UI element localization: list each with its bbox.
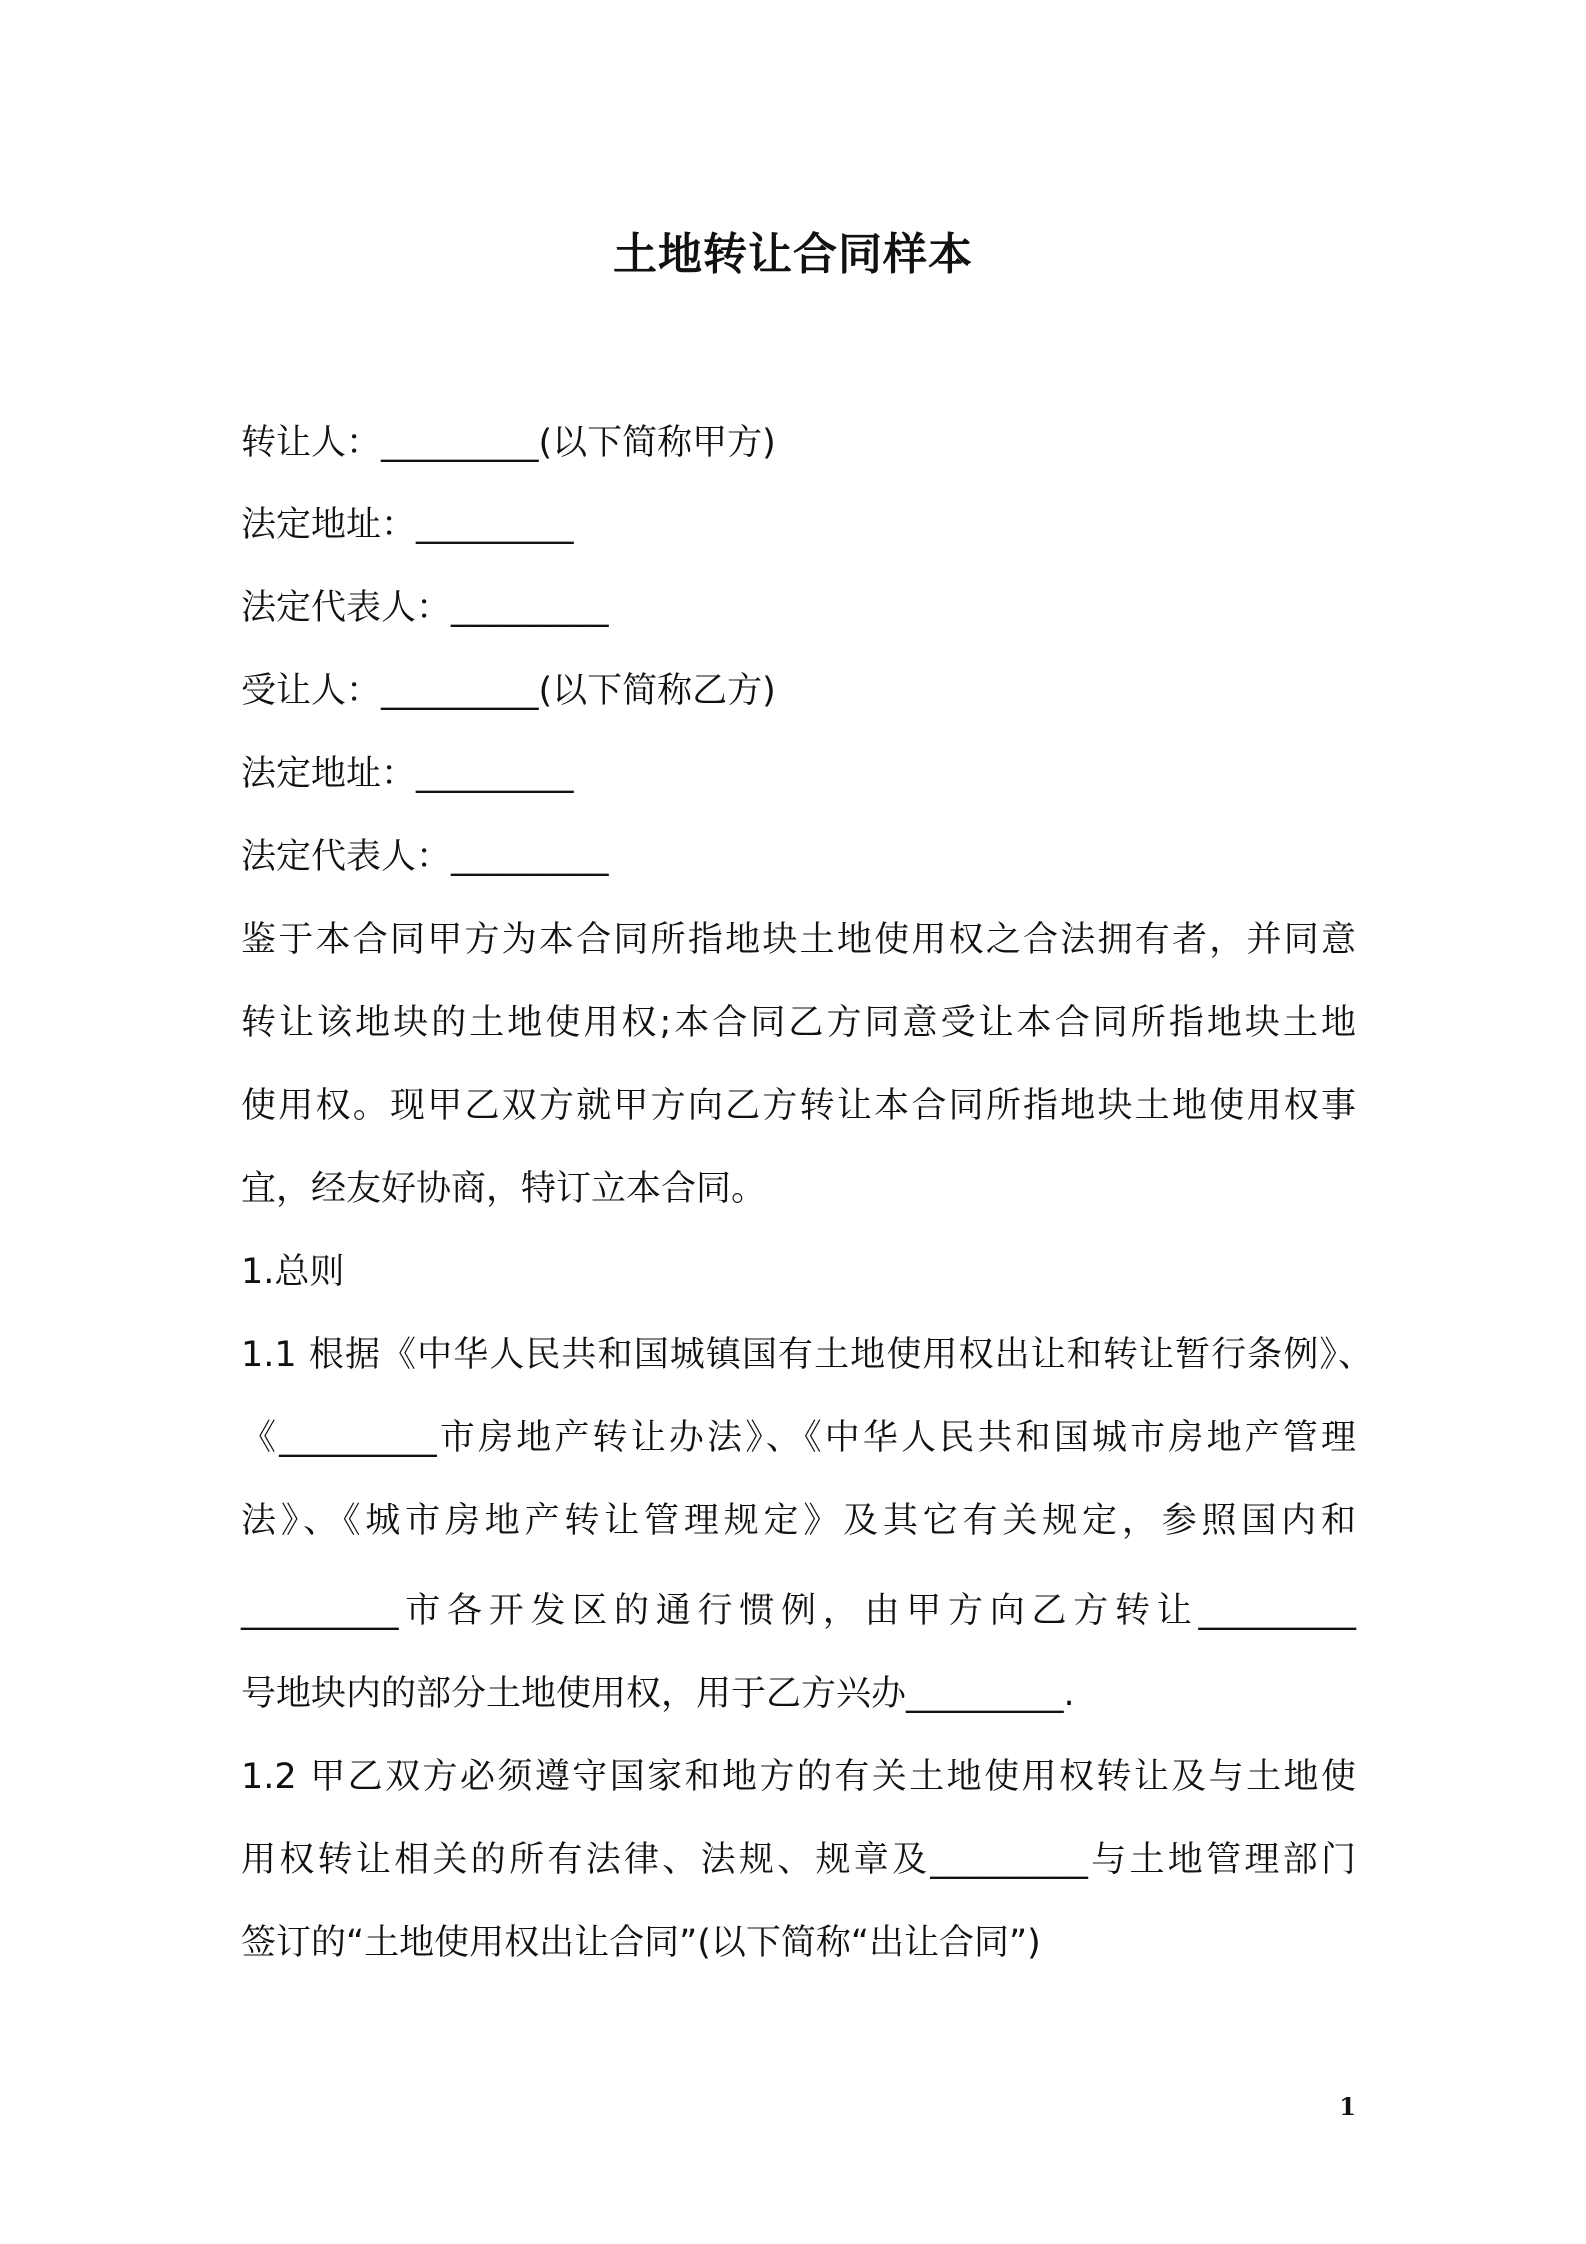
- section-heading-general: 1.总则: [241, 1252, 345, 1292]
- clause-1-1-line-2: 《_________市房地产转让办法》、《中华人民共和国城市房地产管理: [241, 1418, 1356, 1458]
- preamble-line-3: 使用权。现甲乙双方就甲方向乙方转让本合同所指地块土地使用权事: [241, 1086, 1356, 1126]
- transferor-line: 转让人：_________(以下简称甲方): [241, 423, 776, 463]
- clause-1-2-line-1: 1.2 甲乙双方必须遵守国家和地方的有关土地使用权转让及与土地使: [241, 1757, 1356, 1797]
- page-number: 1: [1339, 2092, 1356, 2121]
- clause-1-2-line-2: 用权转让相关的所有法律、法规、规章及_________与土地管理部门: [241, 1840, 1356, 1880]
- clause-1-1-line-4: _________市各开发区的通行惯例，由甲方向乙方转让_________: [241, 1591, 1356, 1631]
- preamble-line-2: 转让该地块的土地使用权;本合同乙方同意受让本合同所指地块土地: [241, 1003, 1356, 1043]
- transferor-address-line: 法定地址：_________: [241, 505, 574, 545]
- document-title: 土地转让合同样本: [613, 229, 973, 280]
- transferee-line: 受让人：_________(以下简称乙方): [241, 671, 776, 711]
- preamble-line-1: 鉴于本合同甲方为本合同所指地块土地使用权之合法拥有者，并同意: [241, 920, 1356, 960]
- transferee-representative-line: 法定代表人：_________: [241, 837, 609, 877]
- clause-1-1-line-3: 法》、《城市房地产转让管理规定》及其它有关规定，参照国内和: [241, 1501, 1356, 1541]
- transferee-address-line: 法定地址：_________: [241, 754, 574, 794]
- preamble-line-4: 宜，经友好协商，特订立本合同。: [241, 1169, 767, 1209]
- clause-1-1-line-1: 1.1 根据《中华人民共和国城镇国有土地使用权出让和转让暂行条例》、: [241, 1335, 1373, 1375]
- transferor-representative-line: 法定代表人：_________: [241, 588, 609, 628]
- clause-1-1-line-5: 号地块内的部分土地使用权，用于乙方兴办_________.: [241, 1674, 1075, 1714]
- clause-1-2-line-3: 签订的“土地使用权出让合同”(以下简称“出让合同”): [241, 1923, 1041, 1963]
